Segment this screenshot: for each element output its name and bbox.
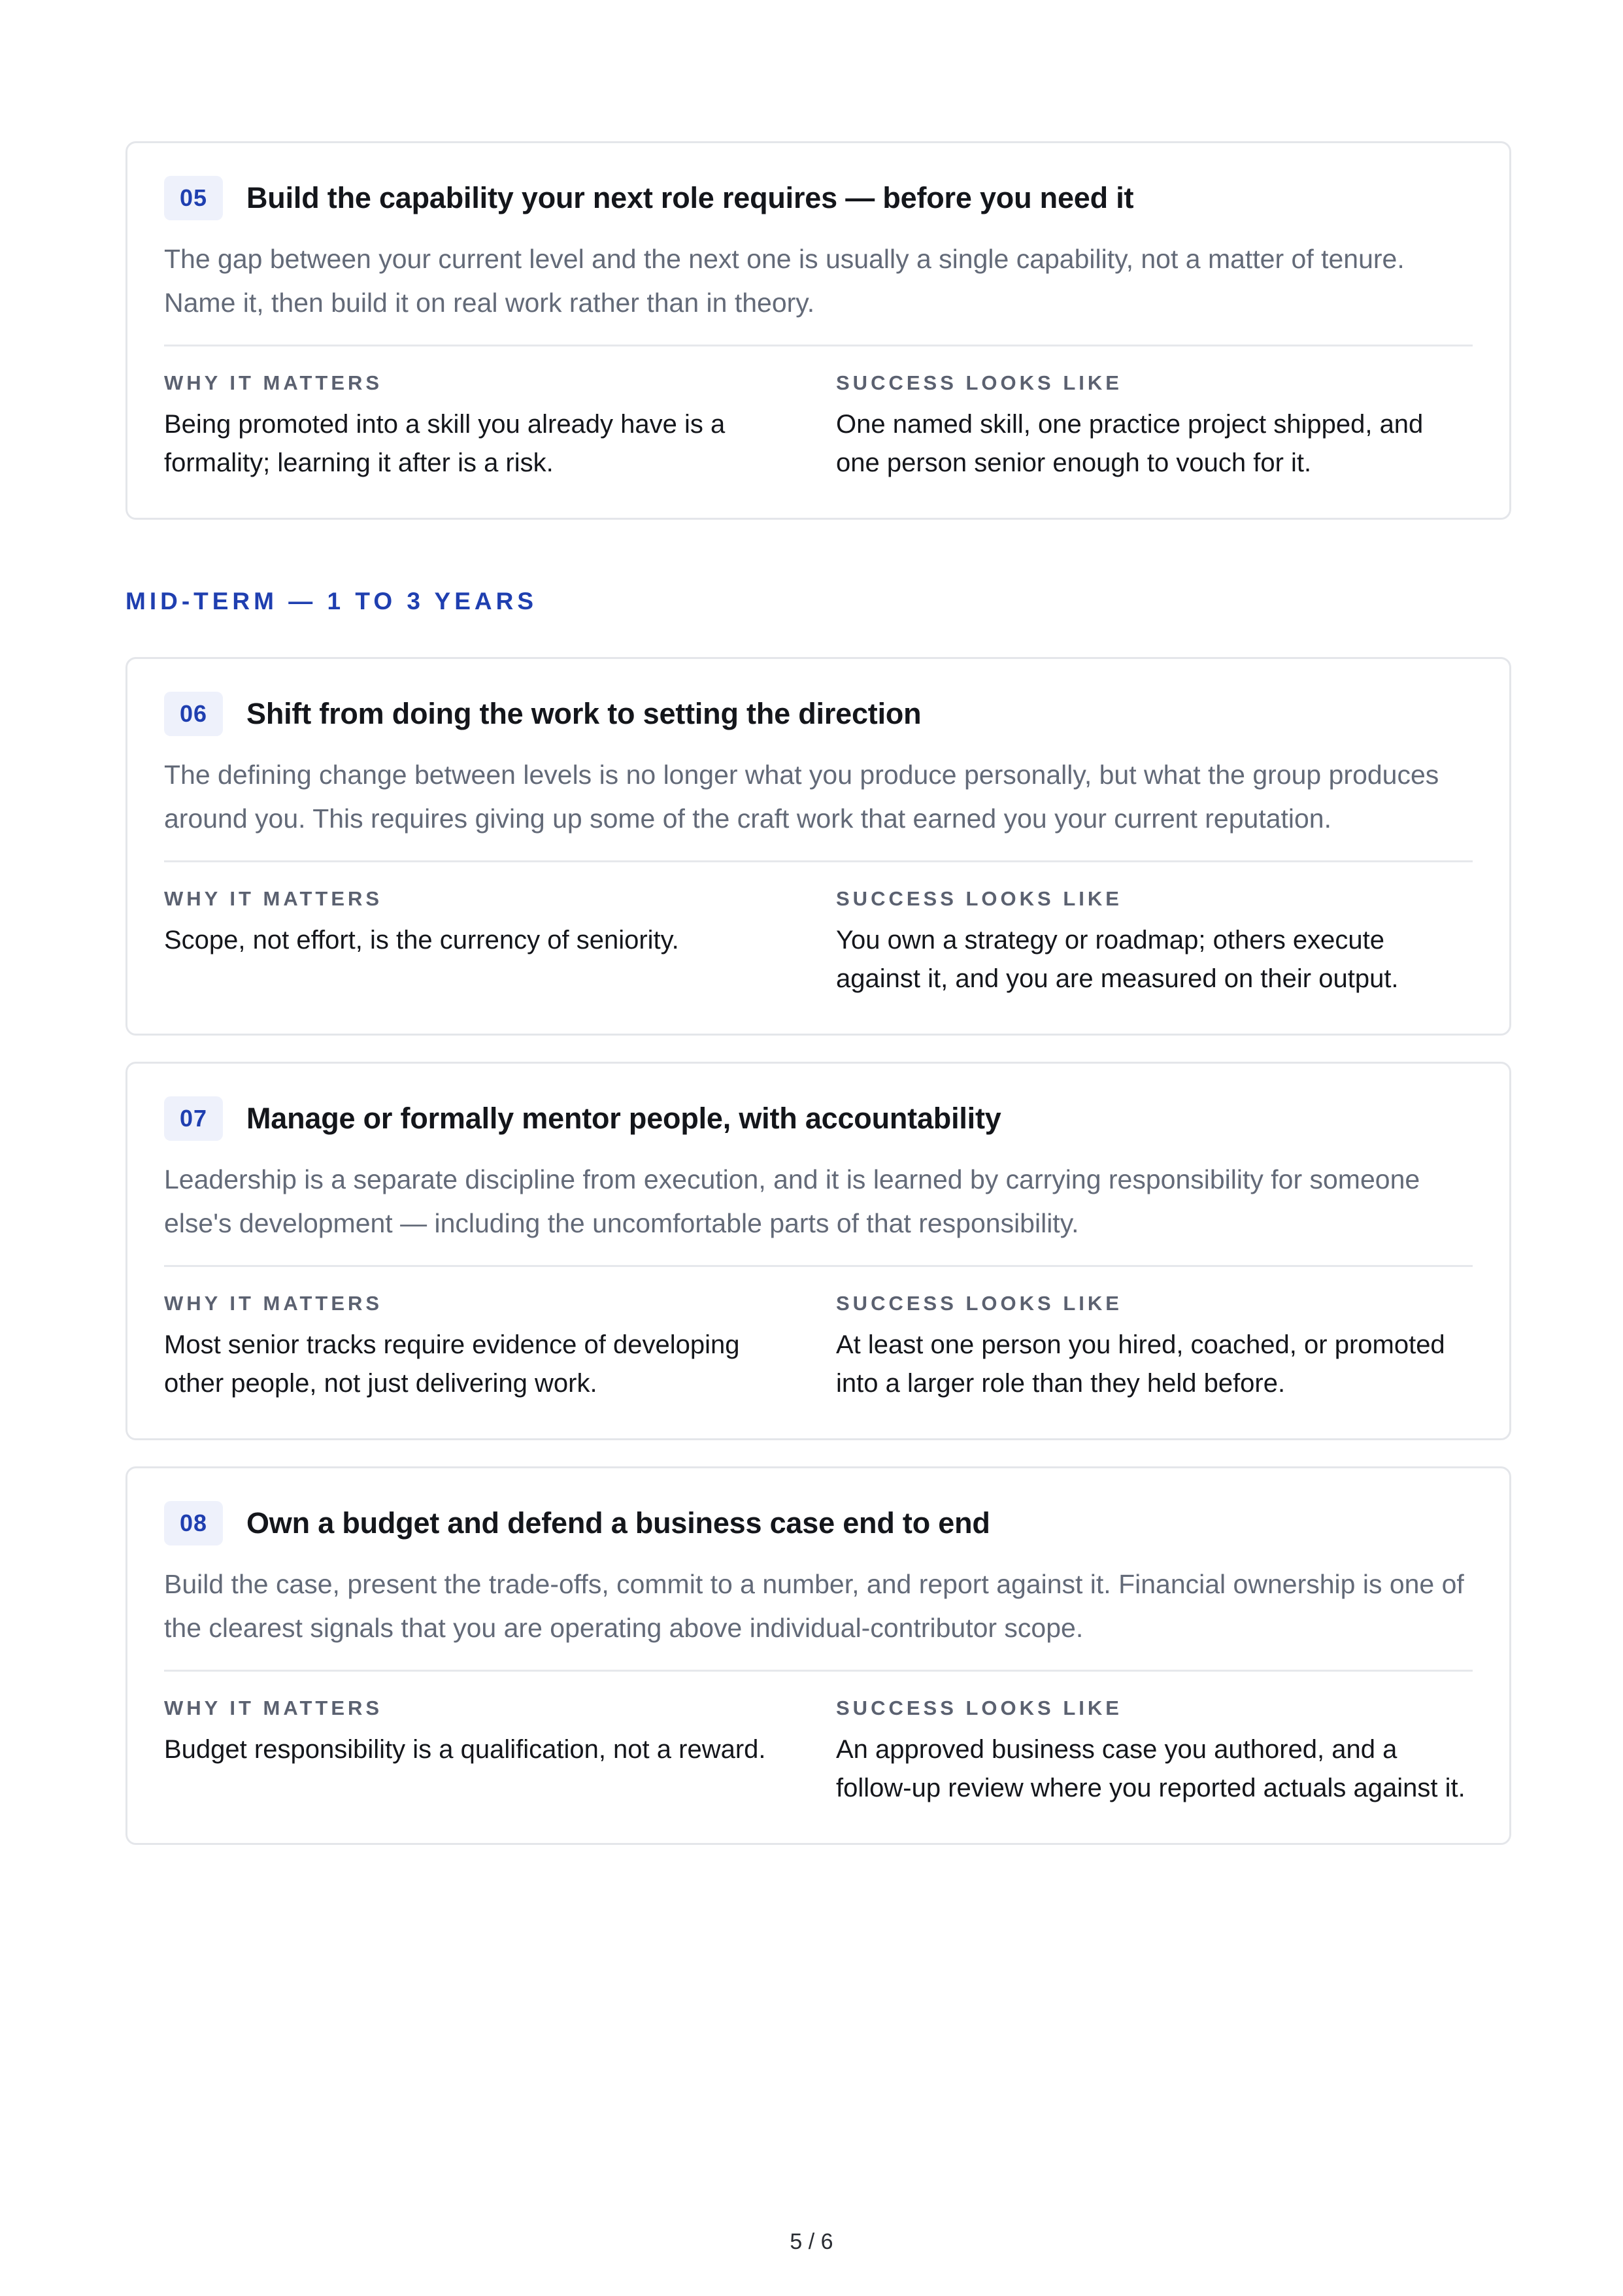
why-it-matters-column bbox=[164, 1697, 801, 1808]
goal-description: The gap between your current level and the next one is usually a single capability, not a matter of tenure. Name it, then build it on real work rather than in theory. bbox=[164, 244, 1405, 318]
goal-number-badge: 07 bbox=[164, 1096, 223, 1141]
goal-description: Build the case, present the trade-offs, commit to a number, and report against it. Financial ownership is one of the clearest signals that you are operating above individual-contributor scope. bbox=[164, 1569, 1464, 1643]
goal-details bbox=[164, 1697, 1473, 1808]
why-it-matters-label: WHY IT MATTERS bbox=[164, 1697, 383, 1719]
goal-number-badge: 08 bbox=[164, 1501, 223, 1545]
goal-card-08 bbox=[125, 1466, 1511, 1845]
success-looks-like-text: An approved business case you authored, and a follow-up review where you reported actuals against it. bbox=[836, 1735, 1465, 1802]
success-looks-like-text: You own a strategy or roadmap; others execute against it, and you are measured on their output. bbox=[836, 926, 1399, 993]
goal-number-badge: 06 bbox=[164, 692, 223, 736]
why-it-matters-label: WHY IT MATTERS bbox=[164, 1292, 383, 1315]
goal-title: Own a budget and defend a business case end to end bbox=[246, 1506, 990, 1540]
why-it-matters-column bbox=[164, 887, 801, 998]
page-number: 5 / 6 bbox=[790, 2229, 833, 2254]
goal-card-header bbox=[164, 1096, 1473, 1141]
goal-card-header bbox=[164, 176, 1473, 220]
goal-card-header bbox=[164, 1501, 1473, 1545]
goal-card-header bbox=[164, 692, 1473, 736]
why-it-matters-label: WHY IT MATTERS bbox=[164, 371, 383, 394]
goal-card-07 bbox=[125, 1062, 1511, 1440]
success-looks-like-column bbox=[836, 1697, 1473, 1808]
goal-number-badge: 05 bbox=[164, 176, 223, 220]
goal-details bbox=[164, 1292, 1473, 1403]
success-looks-like-text: One named skill, one practice project shipped, and one person senior enough to vouch for it. bbox=[836, 410, 1424, 477]
page-content bbox=[125, 141, 1511, 1845]
card-divider bbox=[164, 345, 1473, 346]
goal-description: The defining change between levels is no longer what you produce personally, but what the group produces around you. This requires giving up some of the craft work that earned you your current reputation. bbox=[164, 760, 1439, 834]
why-it-matters-column bbox=[164, 371, 801, 482]
why-it-matters-text: Being promoted into a skill you already have is a formality; learning it after is a risk. bbox=[164, 410, 726, 477]
why-it-matters-text: Budget responsibility is a qualification, not a reward. bbox=[164, 1735, 766, 1764]
card-divider bbox=[164, 860, 1473, 862]
goal-details bbox=[164, 887, 1473, 998]
success-looks-like-label: SUCCESS LOOKS LIKE bbox=[836, 887, 1122, 910]
success-looks-like-label: SUCCESS LOOKS LIKE bbox=[836, 371, 1122, 394]
card-divider bbox=[164, 1670, 1473, 1672]
why-it-matters-column bbox=[164, 1292, 801, 1403]
goal-title: Build the capability your next role requires — before you need it bbox=[246, 181, 1134, 214]
why-it-matters-text: Scope, not effort, is the currency of seniority. bbox=[164, 926, 679, 954]
success-looks-like-column bbox=[836, 371, 1473, 482]
goal-card-05 bbox=[125, 141, 1511, 520]
section-heading-mid-term: MID-TERM — 1 TO 3 YEARS bbox=[125, 588, 538, 615]
goal-card-06 bbox=[125, 657, 1511, 1036]
success-looks-like-label: SUCCESS LOOKS LIKE bbox=[836, 1292, 1122, 1315]
success-looks-like-text: At least one person you hired, coached, or promoted into a larger role than they held before. bbox=[836, 1330, 1445, 1398]
why-it-matters-label: WHY IT MATTERS bbox=[164, 887, 383, 910]
success-looks-like-label: SUCCESS LOOKS LIKE bbox=[836, 1697, 1122, 1719]
success-looks-like-column bbox=[836, 887, 1473, 998]
goal-details bbox=[164, 371, 1473, 482]
why-it-matters-text: Most senior tracks require evidence of developing other people, not just delivering work. bbox=[164, 1330, 740, 1398]
goal-title: Manage or formally mentor people, with accountability bbox=[246, 1102, 1001, 1135]
card-divider bbox=[164, 1265, 1473, 1267]
goal-title: Shift from doing the work to setting the direction bbox=[246, 697, 922, 730]
goal-description: Leadership is a separate discipline from execution, and it is learned by carrying responsibility for someone else's development — including the uncomfortable parts of that responsibility. bbox=[164, 1164, 1420, 1238]
success-looks-like-column bbox=[836, 1292, 1473, 1403]
